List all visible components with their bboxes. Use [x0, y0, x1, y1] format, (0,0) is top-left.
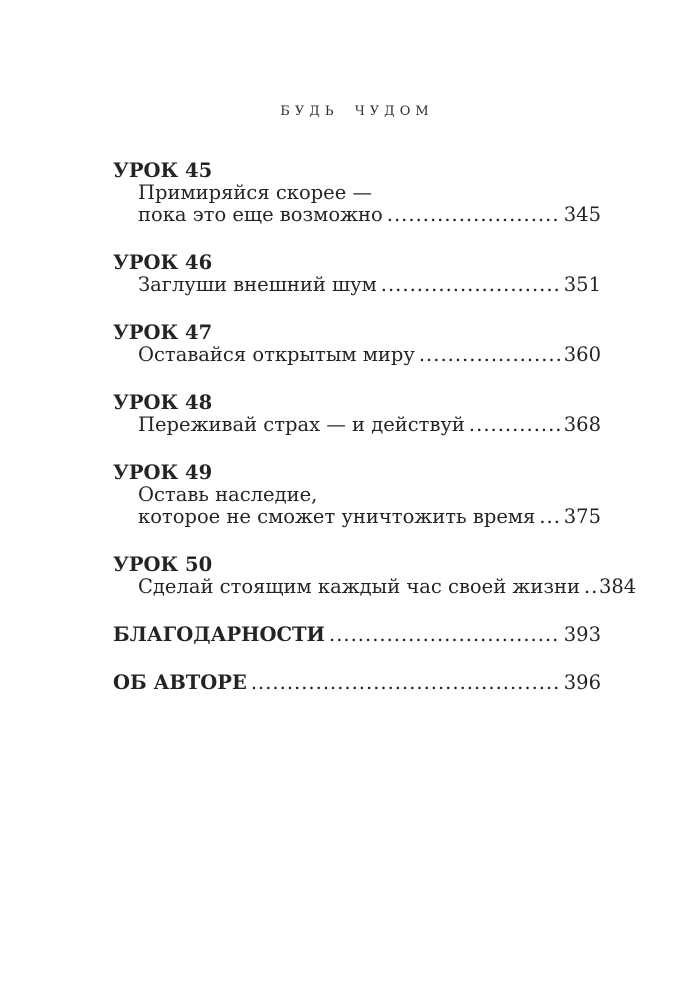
- toc-title-line-with-page: [113, 672, 601, 694]
- dot-leader: [329, 624, 561, 646]
- toc-page-number: 345: [563, 203, 601, 226]
- running-head: БУДЬ ЧУДОМ: [280, 104, 434, 119]
- toc-title-line-with-page: [113, 414, 601, 436]
- toc-entry: [113, 553, 637, 598]
- toc-entry-heading: УРОК 47: [113, 321, 213, 344]
- dot-leader: [387, 204, 561, 226]
- toc-entry-title: БЛАГОДАРНОСТИ: [113, 623, 325, 646]
- dot-leader: [539, 506, 560, 528]
- toc-entry-title: ОБ АВТОРЕ: [113, 671, 247, 694]
- toc-title-line-with-page: [113, 344, 601, 366]
- toc-entry-title: Заглуши внешний шум: [138, 273, 377, 296]
- toc-title-line-with-page: [113, 506, 601, 528]
- toc-page-number: 384: [598, 575, 637, 598]
- toc-entry: [113, 252, 601, 296]
- toc-title-line-with-page: [113, 624, 601, 646]
- table-of-contents: [113, 159, 637, 694]
- toc-entry: [113, 322, 601, 366]
- dot-leader: [251, 672, 561, 694]
- toc-entry: [113, 392, 601, 436]
- toc-title-line: [113, 182, 601, 204]
- dot-leader: [469, 414, 561, 436]
- toc-entry-title: пока это еще возможно: [138, 203, 383, 226]
- toc-entry-title: Оставайся открытым миру: [138, 343, 415, 366]
- toc-entry-title: которое не сможет уничтожить время: [138, 505, 536, 528]
- toc-entry-title: Примиряйся скорее —: [138, 181, 372, 204]
- toc-entry-heading: УРОК 49: [113, 461, 213, 484]
- toc-entry: [113, 672, 601, 694]
- dot-leader: [381, 274, 561, 296]
- toc-entry-heading: УРОК 48: [113, 391, 213, 414]
- toc-entry-heading: УРОК 50: [113, 553, 213, 576]
- toc-entry-title: Сделай стоящим каждый час своей жизни: [138, 575, 580, 598]
- dot-leader: [419, 344, 561, 366]
- toc-page-number: 396: [563, 671, 601, 694]
- toc-entry: [113, 624, 601, 646]
- toc-page-number: 360: [563, 343, 601, 366]
- dot-leader: [584, 576, 596, 598]
- toc-title-line: [113, 484, 601, 506]
- toc-entry-title: Оставь наследие,: [138, 483, 318, 506]
- toc-entry-heading: УРОК 46: [113, 251, 213, 274]
- toc-page-number: 393: [563, 623, 601, 646]
- toc-entry-title: Переживай страх — и действуй: [138, 413, 465, 436]
- toc-title-line-with-page: [113, 204, 601, 226]
- toc-entry-heading: УРОК 45: [113, 159, 213, 182]
- toc-entry: [113, 462, 601, 528]
- toc-title-line-with-page: [113, 575, 637, 598]
- toc-page-number: 351: [563, 273, 601, 296]
- toc-page-number: 375: [563, 505, 601, 528]
- toc-entry: [113, 160, 601, 226]
- toc-title-line-with-page: [113, 274, 601, 296]
- toc-page-number: 368: [563, 413, 601, 436]
- page-content: [113, 104, 637, 720]
